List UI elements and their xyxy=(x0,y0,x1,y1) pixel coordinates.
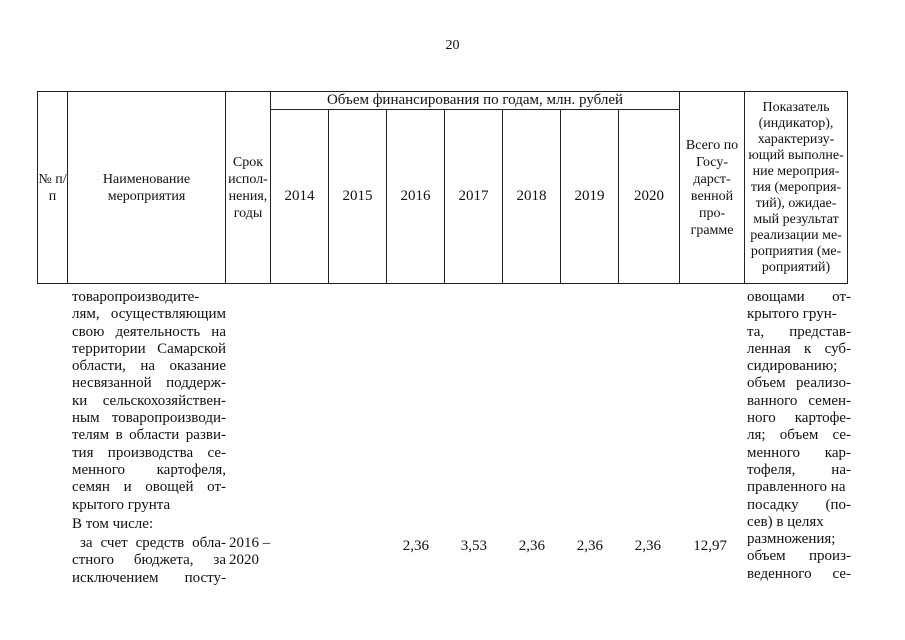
name-line: лям, осуществляющим xyxy=(72,306,226,323)
indicator-line: сидированию; xyxy=(747,358,838,375)
name-line: области, на оказание xyxy=(72,358,226,375)
name-line: ным товаропроизводи- xyxy=(72,410,226,427)
year-2016: 2016 xyxy=(387,110,445,284)
indicator-line: ного картофе- xyxy=(747,410,851,427)
header-num: № п/п xyxy=(38,92,68,284)
value-total: 12,97 xyxy=(693,538,727,554)
year-2014: 2014 xyxy=(271,110,329,284)
term-line: 2016 – xyxy=(229,535,271,551)
indicator-line: сев) в целях xyxy=(747,513,824,530)
term-line: 2020 xyxy=(229,552,259,568)
header-indicator: Показатель (индикатор), характеризу-ющий выполне-ние мероприя-тия (мероприя-тий), ожидае-мый результат реализации ме-роприятия (ме-роприятий) xyxy=(745,92,848,284)
name-line: крытого грунта xyxy=(72,496,171,513)
indicator-line: размножения; xyxy=(747,531,836,548)
indicator-line: менного кар- xyxy=(747,444,851,461)
sub-name-line: за счет средств обла- xyxy=(80,535,226,551)
indicator-text xyxy=(747,289,851,583)
activity-name xyxy=(72,289,226,514)
name-line: территории Самарской xyxy=(72,340,226,357)
name-line: менного картофеля, xyxy=(72,461,226,478)
indicator-line: та, представ- xyxy=(747,323,851,340)
header-table xyxy=(37,91,848,284)
year-2018: 2018 xyxy=(503,110,561,284)
header-term: Срок испол-нения, годы xyxy=(226,92,271,284)
year-2020: 2020 xyxy=(619,110,680,284)
value-2018: 2,36 xyxy=(518,538,545,554)
name-line: свою деятельность на xyxy=(72,323,226,340)
name-line: несвязанной поддерж- xyxy=(72,375,226,392)
indicator-line: правленного на xyxy=(747,479,846,496)
header-name: Наименование мероприятия xyxy=(68,92,226,284)
value-2020: 2,36 xyxy=(634,538,661,554)
name-line: тия производства се- xyxy=(72,444,226,461)
indicator-line: ля; объем се- xyxy=(747,427,851,444)
indicator-line: объем произ- xyxy=(747,548,851,565)
name-line: товаропроизводите- xyxy=(72,289,200,305)
header-funding-title: Объем финансирования по годам, млн. рублей xyxy=(271,92,680,110)
indicator-line: тофеля, на- xyxy=(747,461,851,478)
indicator-line: объем реализо- xyxy=(747,375,851,392)
subheading: В том числе: xyxy=(72,516,154,532)
indicator-line: посадку (по- xyxy=(747,496,851,513)
year-2019: 2019 xyxy=(561,110,619,284)
page-number: 20 xyxy=(445,38,460,53)
indicator-line: овощами от- xyxy=(747,289,851,305)
indicator-line: крытого грун- xyxy=(747,306,837,323)
header-total: Всего по Госу-дарст-венной про-грамме xyxy=(680,92,745,284)
indicator-line: ленная к суб- xyxy=(747,340,851,357)
year-2015: 2015 xyxy=(329,110,387,284)
indicator-line: ванного семен- xyxy=(747,392,851,409)
value-2019: 2,36 xyxy=(576,538,603,554)
sub-name-line: стного бюджета, за xyxy=(72,552,226,569)
term-cell xyxy=(229,535,270,569)
value-2017: 3,53 xyxy=(460,538,487,554)
name-line: ки сельскохозяйствен- xyxy=(72,392,226,409)
name-line: семян и овощей от- xyxy=(72,479,226,496)
sub-activity-name xyxy=(72,535,226,587)
year-2017: 2017 xyxy=(445,110,503,284)
indicator-line: веденного се- xyxy=(747,565,851,582)
name-line: телям в области разви- xyxy=(72,427,226,444)
sub-name-line: исключением посту- xyxy=(72,569,226,586)
value-2016: 2,36 xyxy=(402,538,429,554)
